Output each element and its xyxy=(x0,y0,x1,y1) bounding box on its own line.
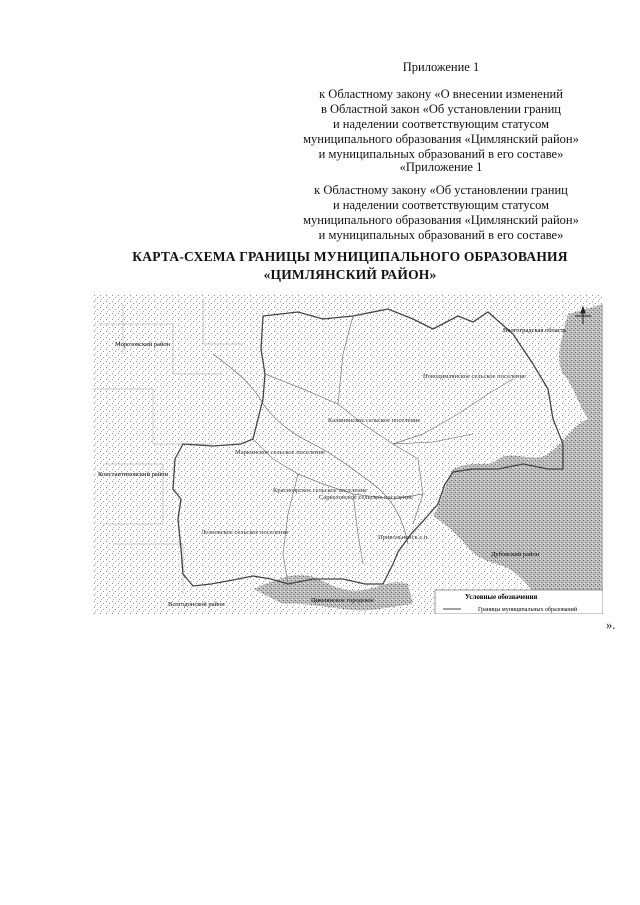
appendix-line: и наделении соответствующим статусом xyxy=(332,198,550,212)
appendix-line: и муниципальных образований в его составе» xyxy=(318,147,564,161)
appendix-block-2 xyxy=(286,160,596,243)
label-maryinskoe: Маркинское сельское поселение xyxy=(235,449,325,456)
appendix-line: муниципального образования «Цимлянский район» xyxy=(303,213,579,227)
label-konstantinovsky-district: Константиновский район xyxy=(98,471,168,478)
appendix-block-1 xyxy=(286,60,596,162)
legend-item: Границы муниципальных образований xyxy=(478,607,578,613)
appendix-line: в Областной закон «Об установлении границ xyxy=(320,102,561,116)
label-krasnoyarskoe: Красноярское сельское поселение xyxy=(273,487,368,494)
label-novotsimlyanskoe: Новоцимлянское сельское поселение xyxy=(423,373,526,380)
appendix-line: к Областному закону «Об установлении границ xyxy=(314,183,568,197)
appendix-line: к Областному закону «О внесении изменений xyxy=(319,87,563,101)
label-tsimlyansk-city: Цимлянское городское xyxy=(311,597,374,604)
map-title-line-1: КАРТА-СХЕМА ГРАНИЦЫ МУНИЦИПАЛЬНОГО ОБРАЗОВАНИЯ xyxy=(132,249,568,264)
label-morozovsky-district: Морозовский район xyxy=(115,341,171,348)
legend-title: Условные обозначения xyxy=(465,593,538,601)
label-volgodonskoy-district: Волгодонской район xyxy=(168,601,225,608)
closing-quote: ». xyxy=(606,618,616,632)
appendix-heading: «Приложение 1 xyxy=(399,160,483,174)
district-map xyxy=(93,294,603,614)
map-legend xyxy=(435,590,603,614)
label-pervomayskoe: Привольненск.с.п. xyxy=(378,534,429,541)
label-lozovskoe: Лозновское сельское поселение xyxy=(201,529,289,536)
appendix-line: муниципального образования «Цимлянский район» xyxy=(303,132,579,146)
appendix-line: и наделении соответствующим статусом xyxy=(332,117,550,131)
map-title xyxy=(60,248,640,284)
label-dubovsky-district: Дубовский район xyxy=(491,551,540,558)
label-saratovskoe: Саркеловское сельское поселение xyxy=(319,494,413,501)
label-volgograd-region: Волгоградская область xyxy=(503,327,567,334)
appendix-line: и муниципальных образований в его составе» xyxy=(318,228,564,242)
map-title-line-2: «ЦИМЛЯНСКИЙ РАЙОН» xyxy=(263,267,437,282)
label-kalininskoe: Калининское сельское поселение xyxy=(328,417,421,424)
appendix-heading: Приложение 1 xyxy=(402,60,480,74)
